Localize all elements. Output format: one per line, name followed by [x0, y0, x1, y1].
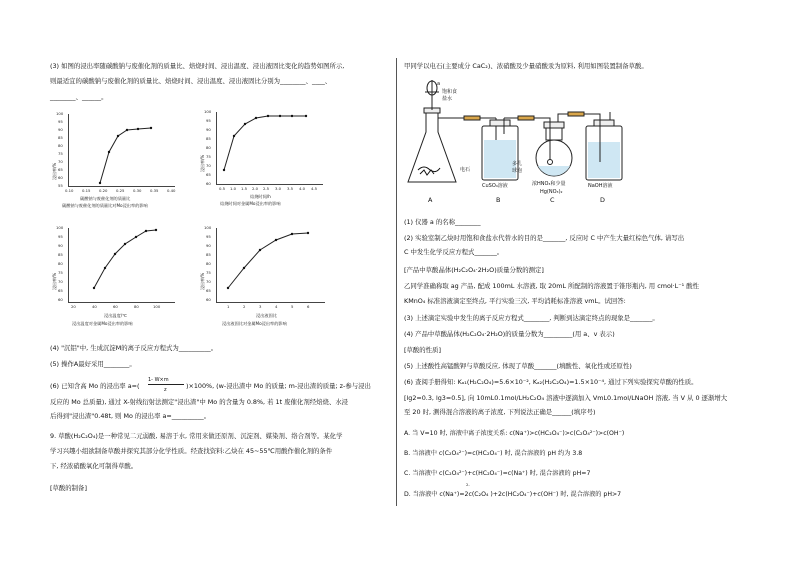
xtick: 0.25: [116, 188, 125, 193]
ytick: 90: [206, 127, 211, 132]
chart-ylabel: 浸出率/%: [200, 154, 205, 172]
rq6-condition: [lg2=0.3, lg3=0.5], 向 10mL0.1mol/LH₂C₂O₄ 溶液中逐滴加入 VmL0.1mol/LNaOH 溶液, 当 V 从 0 逐渐增大: [404, 394, 728, 402]
ytick: 80: [206, 145, 211, 150]
xtick: 60: [113, 304, 118, 309]
ytick: 90: [58, 127, 63, 132]
ytick: 85: [206, 136, 211, 141]
xtick: 1.5: [241, 186, 248, 191]
option-d-superscript: 2-: [466, 482, 470, 487]
intro-text: 甲同学以电石(主要成分 CaC₂)、浓硝酸及少量硝酸汞为原料, 利用如图装置制备草酸。: [404, 62, 648, 70]
xtick: 40: [92, 304, 97, 309]
data-point: [291, 115, 293, 117]
xtick: 5: [291, 304, 294, 309]
ytick: 75: [58, 270, 63, 275]
xtick: 0.30: [133, 188, 142, 193]
data-point: [227, 287, 229, 289]
ytick: 100: [56, 111, 64, 116]
chart-xlabel: 焙烧时间/h: [250, 194, 271, 199]
rq1-text: (1) 仪器 a 的名称________: [404, 218, 481, 226]
option-c: C. 当溶液中 c(C₂O₄²⁻)+c(HC₂O₄⁻)=c(Na⁺) 时, 混合溶液的 pH=7: [404, 470, 591, 477]
ytick: 70: [206, 279, 211, 284]
xtick: 3.5: [287, 186, 294, 191]
data-point: [259, 249, 261, 251]
option-d: D. 当溶液中 c(Na⁺)=2c(C₂O₄ )+2c(HC₂O₄⁻)+c(OH⁻) 时, 混合溶液的 pH>7: [404, 491, 622, 498]
rq6-text: (6) 查阅手册得知: Kₐ₁(H₂C₂O₄)=5.6×10⁻², Kₐ₂(H₂C₂O₄)=1.5×10⁻⁴, 通过下列实验探究草酸的性质。: [404, 378, 698, 386]
chart-mass-ratio: [52, 110, 182, 212]
q9-line1: 9. 草酸(H₂C₂O₄)是一种常见二元弱酸, 易溶于水, 常用来做还原剂、沉淀剂、媒染剂、络合剂等。某化学: [50, 432, 343, 440]
data-point: [137, 128, 139, 130]
xtick: 6: [307, 304, 310, 309]
ytick: 65: [206, 172, 211, 177]
xtick: 4: [275, 304, 278, 309]
right-column: [398, 0, 794, 562]
chart-ylabel: 浸出率/%: [52, 272, 57, 290]
label-letter-d: D: [600, 196, 605, 204]
data-point: [233, 135, 235, 137]
chart-xlabel: 浸出液固比: [256, 313, 277, 318]
purity-line2: KMnO₄ 标准溶液滴定至终点, 平行实验三次, 平均消耗标准溶液 vmL。试回答:: [404, 297, 626, 305]
ytick: 70: [206, 163, 211, 168]
rq5-text: (5) 上述酸性高锰酸钾与草酸反应, 体现了草酸_______(填酸性、氧化性或还原性): [404, 362, 632, 370]
label-carbide: 电石: [460, 167, 471, 173]
ytick: 60: [206, 181, 211, 186]
ytick: 80: [58, 261, 63, 266]
option-b: B. 当溶液中 c(C₂O₄²⁻)=c(HC₂O₄⁻) 时, 混合溶液的 pH 约为 3.8: [404, 450, 583, 457]
xtick: 4.0: [299, 186, 306, 191]
q3-line3: ________、______。: [50, 93, 108, 101]
data-point: [114, 253, 116, 255]
ytick: 85: [58, 252, 63, 257]
data-point: [135, 236, 137, 238]
q6-line3: 后得到"浸出渣"0.48t, 则 Mo 的浸出率 a=__________。: [50, 412, 211, 420]
ytick: 100: [204, 109, 212, 114]
data-point: [244, 123, 246, 125]
ytick: 60: [206, 297, 211, 302]
data-point: [291, 233, 293, 235]
ytick: 95: [206, 118, 211, 123]
data-point: [93, 287, 95, 289]
xtick: 3: [259, 304, 262, 309]
data-point: [104, 267, 106, 269]
q6-fraction-top: 1- W×m: [148, 377, 169, 383]
q3-line1: (3) 如图的浸出率随碳酸钠与废催化剂的质量比、焙烧时间、浸出温度、浸出液固比变化的趋势如图所示,: [50, 62, 345, 70]
xtick: 0.35: [150, 188, 159, 193]
section-purity: [产品中草酸晶体(H₂C₂O₄·2H₂O)质量分数的测定]: [404, 266, 544, 274]
bottle-b: [482, 116, 536, 180]
left-column: [0, 0, 396, 562]
ytick: 55: [58, 183, 63, 188]
data-point: [255, 117, 257, 119]
chart-caption: 碳酸钠与废催化剂的质量比对Mo浸出率的影响: [62, 203, 148, 208]
label-naoh: NaOH溶液: [588, 183, 613, 189]
label-a: a: [437, 81, 441, 87]
label-letter-b: B: [496, 196, 501, 204]
data-point: [305, 115, 307, 117]
bottle-d: [586, 112, 622, 180]
ytick: 70: [58, 159, 63, 164]
apparatus-diagram: [404, 70, 704, 210]
xtick: 0.20: [99, 188, 108, 193]
chart-liquid-solid: [200, 224, 332, 332]
data-point: [243, 267, 245, 269]
column-divider: [396, 58, 397, 506]
xtick: 3.0: [275, 186, 282, 191]
ytick: 95: [58, 234, 63, 239]
chart-ylabel: 浸出率/%: [200, 272, 205, 290]
q9-line2: 学习兴趣小组欲制备草酸并探究其部分化学性质。经查找资料:乙炔在 45~55℃用酸作催化剂的条件: [50, 447, 333, 455]
label-sat-salt-top: 饱和食: [442, 89, 458, 95]
data-point: [99, 182, 101, 184]
data-point: [145, 230, 147, 232]
flask-c: [536, 112, 590, 176]
data-point: [117, 135, 119, 137]
xtick: 100: [153, 304, 161, 309]
chart-xlabel: 浸出温度/℃: [104, 313, 127, 318]
label-letter-a: A: [428, 196, 433, 204]
ytick: 80: [58, 143, 63, 148]
xtick: 1: [227, 304, 230, 309]
xtick: 0.10: [65, 188, 74, 193]
ytick: 75: [206, 154, 211, 159]
q9-line3: 下, 经浓硝酸氧化可制得草酸。: [50, 462, 138, 470]
ytick: 80: [206, 261, 211, 266]
q6-fraction-bottom: z: [164, 387, 167, 393]
ytick: 60: [58, 175, 63, 180]
data-point: [124, 243, 126, 245]
xtick: 0.5: [219, 186, 226, 191]
rq2-line1: (2) 实验室制乙炔时用饱和食盐水代替水的目的是_______, 反应时 C 中产生大量红棕色气体, 请写出: [404, 234, 685, 242]
label-cuso4: CuSO₄溶液: [482, 183, 508, 189]
label-sat-salt-bottom: 盐水: [442, 96, 453, 102]
data-point: [307, 232, 309, 234]
q5-text: (5) 操作A最好采用________。: [50, 360, 136, 368]
rq4-text: (4) 产品中草酸晶体(H₂C₂O₄·2H₂O)的质量分数为_________(用 a、v 表示): [404, 330, 615, 338]
label-hno3: 浓HNO₃和少量: [532, 181, 566, 187]
data-point: [155, 229, 157, 231]
xtick: 4.5: [311, 186, 318, 191]
xtick: 0.40: [167, 188, 176, 193]
ytick: 90: [58, 243, 63, 248]
label-porous-top: 多孔: [512, 161, 523, 167]
xtick: 2.0: [252, 186, 259, 191]
q6-line2: 反应的 Mo 总质量), 通过 X-射线衍射法测定"浸出渣"中 Mo 的含量为 0.8%, 若 1t 废催化剂经焙烧、水浸: [50, 398, 349, 406]
chart-temperature: [52, 224, 182, 332]
ytick: 100: [204, 225, 212, 230]
chart-ylabel: 浸出率/%: [52, 162, 57, 180]
ytick: 70: [58, 279, 63, 284]
q6-line1-a: (6) 已知含高 Mo 的浸出率 a=(: [50, 382, 140, 390]
ytick: 65: [206, 288, 211, 293]
data-point: [223, 169, 225, 171]
data-point: [267, 115, 269, 117]
q6-line1-b: )×100%, (w-浸出渣中 Mo 的质量; m-浸出渣的质量; z-参与浸出: [186, 382, 371, 390]
ytick: 75: [58, 151, 63, 156]
rq3-text: (3) 上述滴定实验中发生的离子反应方程式________, 判断到达滴定终点的现象是_______。: [404, 314, 659, 322]
q4-text: (4) "沉铝"中, 生成沉淀M的离子反应方程式为__________。: [50, 344, 218, 352]
xtick: 20: [71, 304, 76, 309]
ytick: 65: [58, 167, 63, 172]
section-property: [草酸的性质]: [404, 346, 441, 354]
data-point: [279, 115, 281, 117]
chart-xlabel: 碳酸钠与废催化剂的质量比: [80, 196, 131, 201]
label-letter-c: C: [550, 196, 555, 204]
ytick: 75: [206, 270, 211, 275]
ytick: 60: [58, 297, 63, 302]
xtick: 2.5: [263, 186, 270, 191]
label-hgno3: Hg(NO₃)₂: [540, 189, 563, 195]
data-point: [126, 129, 128, 131]
data-point: [108, 151, 110, 153]
section-prep: [草酸的制备]: [50, 484, 87, 492]
xtick: 80: [134, 304, 139, 309]
ytick: 85: [58, 135, 63, 140]
xtick: 1.0: [230, 186, 237, 191]
data-point: [275, 239, 277, 241]
ytick: 90: [206, 243, 211, 248]
fraction-bar: [148, 384, 184, 385]
xtick: 2: [243, 304, 246, 309]
chart-roast-time: [200, 108, 330, 212]
ytick: 65: [58, 288, 63, 293]
rq2-line2: C 中发生化学反应方程式_______。: [404, 248, 504, 256]
purity-line1: 乙同学准确称取 ag 产品, 配成 100mL 水溶液, 取 20mL 所配制的溶液置于锥形瓶内, 用 cmol·L⁻¹ 酸性: [404, 282, 699, 290]
rq6-condition2: 至 20 时, 测得混合溶液的离子浓度, 下列说法正确是______(填序号): [404, 408, 596, 416]
ytick: 100: [56, 225, 64, 230]
option-a: A. 当 V=10 时, 溶液中离子浓度关系: c(Na⁺)>c(HC₂O₄⁻)>c(C₂O₄²⁻)>c(OH⁻): [404, 430, 625, 437]
chart-caption: 浸出液固比对金属Mo浸出率的影响: [222, 321, 287, 326]
ytick: 95: [58, 119, 63, 124]
chart-caption: 浸出温度对金属Mo浸出率的影响: [72, 321, 133, 326]
q3-line2: 则最适宜的碳酸钠与废催化剂的质量比、焙烧时间、浸出温度、浸出液固比分别为________、____、: [50, 77, 332, 85]
data-point: [150, 127, 152, 129]
label-porous-bottom: 球泡: [512, 168, 523, 174]
xtick: 0.15: [82, 188, 91, 193]
ytick: 85: [206, 252, 211, 257]
chart-caption: 焙烧时间对金属Mo浸出率的影响: [220, 201, 281, 206]
ytick: 95: [206, 234, 211, 239]
